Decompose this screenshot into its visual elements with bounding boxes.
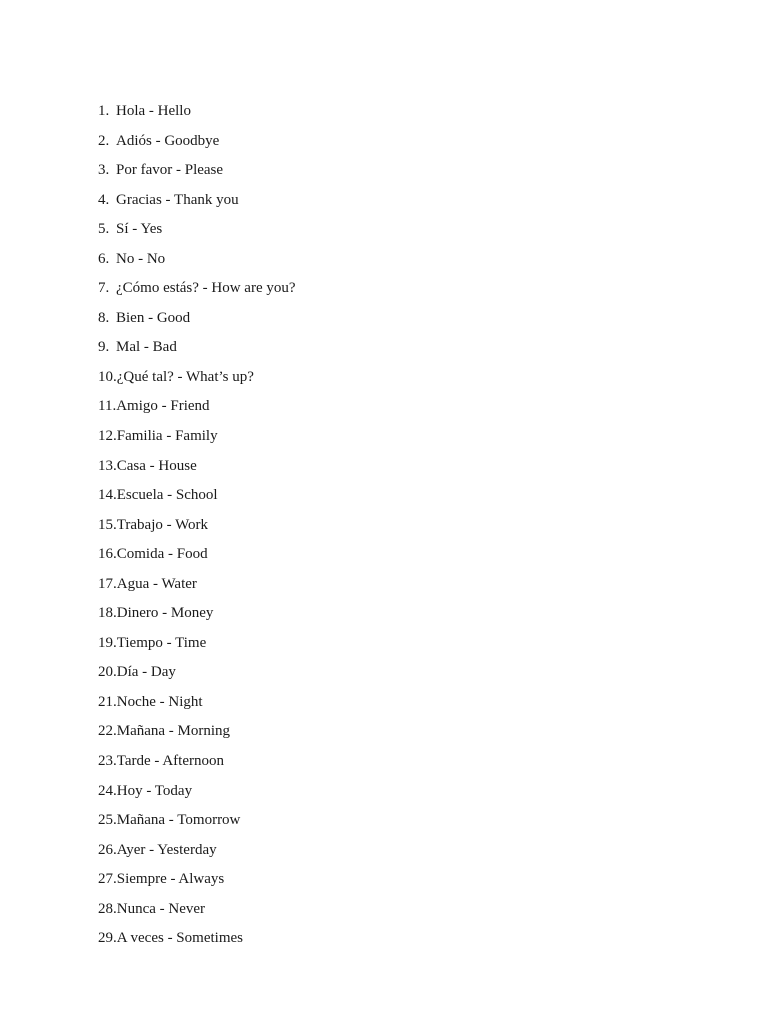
list-item: [98, 898, 296, 928]
list-item: [98, 780, 296, 810]
list-item-number: 23.: [98, 753, 117, 770]
list-item-number: 12.: [98, 428, 117, 445]
list-item-text: Escuela - School: [116, 487, 218, 504]
list-item-text: Hoy - Today: [116, 782, 193, 799]
list-item-text: Ayer - Yesterday: [116, 841, 217, 858]
list-item: [98, 632, 296, 662]
list-item-text: Por favor - Please: [116, 162, 224, 179]
list-item-number: 6.: [98, 250, 110, 267]
list-item-text: Día - Day: [116, 664, 176, 681]
list-item-text: Dinero - Money: [116, 605, 214, 622]
list-item: [98, 130, 296, 160]
list-item: [98, 366, 296, 396]
list-item-text: Casa - House: [116, 457, 197, 474]
list-item: [98, 425, 296, 455]
list-item: [98, 809, 296, 839]
list-item-number: 22.: [98, 723, 117, 740]
list-item: [98, 661, 296, 691]
list-item: [98, 189, 296, 219]
list-item-text: Comida - Food: [116, 546, 208, 563]
list-item-number: 21.: [98, 693, 117, 710]
list-item-text: Siempre - Always: [116, 871, 225, 888]
list-item-number: 1.: [98, 103, 110, 119]
list-item: [98, 248, 296, 278]
list-item-text: Tiempo - Time: [116, 634, 207, 651]
list-item-text: Hola - Hello: [116, 103, 191, 119]
list-item-text: Noche - Night: [116, 693, 203, 710]
list-item-text: Mañana - Tomorrow: [116, 812, 241, 829]
list-item: [98, 336, 296, 366]
list-item-text: Gracias - Thank you: [116, 191, 239, 208]
list-item-number: 5.: [98, 221, 110, 238]
list-item-number: 3.: [98, 162, 110, 179]
list-item: [98, 455, 296, 485]
vocabulary-list: [98, 100, 296, 957]
list-item-number: 18.: [98, 605, 117, 622]
list-item-number: 26.: [98, 841, 117, 858]
list-item-text: Tarde - Afternoon: [116, 753, 224, 770]
list-item: [98, 484, 296, 514]
list-item-number: 25.: [98, 812, 117, 829]
list-item: [98, 602, 296, 632]
list-item: [98, 927, 296, 957]
list-item: [98, 514, 296, 544]
list-item-text: Bien - Good: [116, 309, 191, 326]
list-item-text: Mal - Bad: [116, 339, 177, 356]
list-item-number: 2.: [98, 132, 110, 149]
list-item: [98, 839, 296, 869]
list-item-number: 20.: [98, 664, 117, 681]
list-item-number: 4.: [98, 191, 110, 208]
list-item-number: 19.: [98, 634, 117, 651]
list-item-number: 14.: [98, 487, 117, 504]
list-item-text: ¿Cómo estás? - How are you?: [116, 280, 296, 297]
list-item-text: A veces - Sometimes: [116, 930, 243, 947]
list-item-text: Familia - Family: [116, 428, 218, 445]
list-item-text: Trabajo - Work: [116, 516, 209, 533]
list-item: [98, 218, 296, 248]
list-item-number: 16.: [98, 546, 117, 563]
list-item: [98, 395, 296, 425]
list-item-number: 15.: [98, 516, 117, 533]
list-item-text: Mañana - Morning: [116, 723, 231, 740]
list-item: [98, 868, 296, 898]
list-item-number: 8.: [98, 309, 110, 326]
list-item-text: Nunca - Never: [116, 900, 206, 917]
list-item: [98, 307, 296, 337]
list-item-number: 10.: [98, 368, 117, 385]
list-item: [98, 543, 296, 573]
list-item-text: ¿Qué tal? - What’s up?: [116, 368, 254, 385]
list-item-number: 24.: [98, 782, 117, 799]
list-item-text: No - No: [116, 250, 166, 267]
list-item-text: Sí - Yes: [116, 221, 163, 238]
list-item-text: Agua - Water: [116, 575, 197, 592]
list-item: [98, 277, 296, 307]
list-item-number: 27.: [98, 871, 117, 888]
list-item: [98, 750, 296, 780]
list-item-number: 7.: [98, 280, 110, 297]
list-item: [98, 100, 296, 130]
list-item: [98, 573, 296, 603]
list-item: [98, 159, 296, 189]
list-item-text: Adiós - Goodbye: [116, 132, 220, 149]
list-item-number: 11.: [98, 398, 117, 415]
list-item-number: 28.: [98, 900, 117, 917]
list-item-number: 9.: [98, 339, 110, 356]
list-item-number: 13.: [98, 457, 117, 474]
list-item-text: Amigo - Friend: [116, 398, 210, 415]
list-item-number: 17.: [98, 575, 117, 592]
list-item: [98, 720, 296, 750]
list-item: [98, 691, 296, 721]
list-item-number: 29.: [98, 930, 117, 947]
